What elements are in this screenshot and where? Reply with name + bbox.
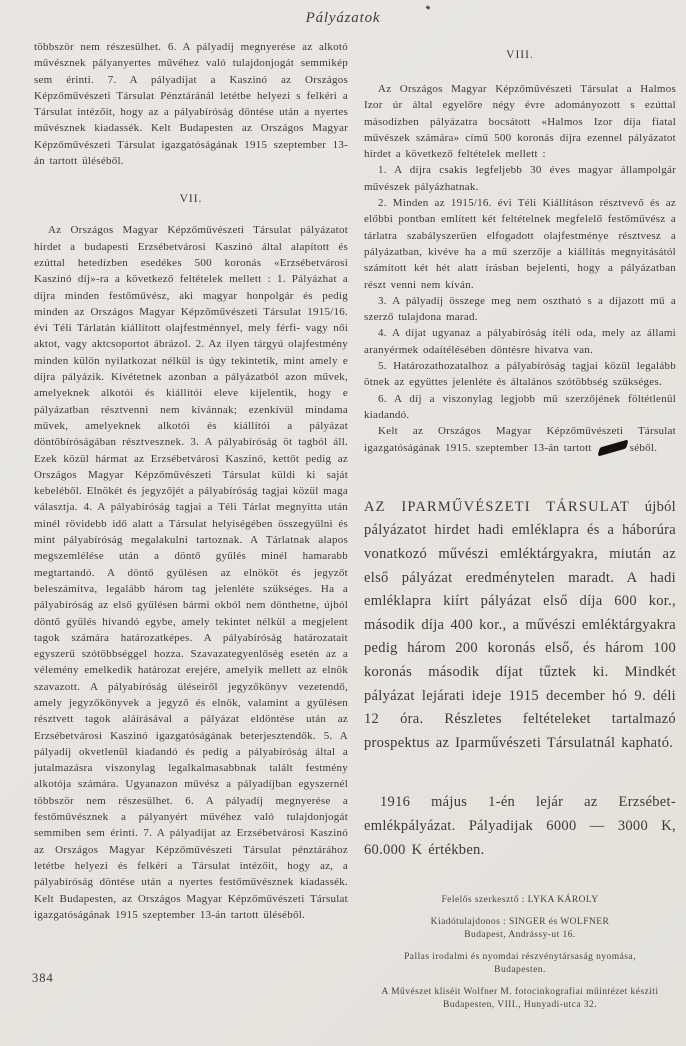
iparmuveszeti-paragraph (364, 496, 676, 756)
colophon (364, 894, 676, 1012)
running-head-title: Pályázatok (305, 10, 381, 26)
closing-text-pre: Kelt az Országos Magyar Képzőművészeti Társulat igazgatóságának 1915. szeptember 13-án tartott (364, 425, 676, 454)
iparmuveszeti-lead: AZ IPARMŰVÉSZETI TÁRSULAT (364, 498, 630, 515)
colophon-cliche-address: Budapesten, VIII., Hunyadi-utca 32. (442, 1000, 598, 1011)
section-viii-heading: VIII. (506, 49, 534, 61)
page-number: 384 (32, 971, 54, 985)
section-viii-item-3: 3. A pályadíj összege meg nem osztható s a díjazott mű a szerző tulajdona marad. (364, 294, 676, 324)
section-vii-heading: VII. (179, 193, 203, 206)
left-column (34, 39, 348, 1012)
ink-blot (597, 439, 628, 456)
closing-text-post: séből. (629, 441, 658, 454)
section-vii-body: Az Országos Magyar Képzőművészeti Társulat pályázatot hirdet a budapesti Erzsébetvárosi Kaszinó által alapított és ezúttal hetedízben esedékes 500 koronás «Erzsébetvárosi Kaszinó díj»-ra a következő feltételek mellett : 1. Pályázhat a díjra minden festőművész, aki magyar honpolgár és pedig minden az Országos Magyar Képzőművészeti Társulat 1915/16. évi Téli Tárlatán kiállított olajfestménnyel, mely férfi- vagy női aktot, vagy aktcsoportot ábrázol. 2. Az ilyen tárgyú olajfestmény minden külön nyilatkozat nélkül is úgy tekintetik, mint amely e díjra pályázik. Kivétetnek azonban a pályázatból azon művek, amelyeknek alkotói és kiállítói eleve kijelentik, hogy e pályázatban résztvenni nem kívánnak; ezenkívül mindama művek, amelyeknek alkotói és kiállítói a pályázat döntőbíróságában résztvesznek. 3. A pályabíróság öt tagból áll. Ezek közül hármat az Erzsébetvárosi Kaszinó, kettőt pedig az Országos Magyar Képzőművészeti Társulat küldi ki saját kebeléből. Elnökét és jegyzőjét a pályabíróság tagjai közül maga választja. 4. A pályabíróság tagjai a Téli Tárlat megnyitta után minél rövidebb idő alatt a Társulat helyiségében összegyűlni és mint pályabíróság megalakulni tartoznak. A Tárlatnak alapos megszemlélése után a döntő gyűlés minél hamarabb megtartandó. A döntő gyűlésen az elnököt és jegyzőt beleszámítva, legalább három tag jelenléte szükséges. Ha a pályabíróság az első gyűlésen bármi okból nem dönthetne, újból döntő gyűlés hívandó egybe, amely tekintet nélkül a megjelent tagok számára határozatképes. A pályabíróság határozatait egyszerű szótöbbséggel hozza. Szavazategyenlőség esetén az a vélemény emelkedik határozat erejére, amelyik mellett az elnök szavazott. A pályabíróság üléseiről jegyzőkönyv vezetendő, amely jegyzőkönyvek a jegyző és elnök, valamint a gyűlésen résztvett tagok aláírásával a pályázat eldöntése után az Erzsébetvárosi Kaszinó igazgatóságának beterjesztendők. 5. A pályadíj okvetlenül kiadandó és pedig a pályabíróság által a jutalmazásra viszonylag legalkalmasabbnak talált festmény alkotója számára. Ugyanazon művész a pályadíjban egyszernél többször nem részesülhet. 6. A pályadíj megnyerése a festőművésznek a pályanyért művéhez való tulajdonjogát semmiben sem érinti. 7. A pályadíjat az Erzsébetvárosi Kaszinó az Országos Magyar Képzőművészeti Társulat pénztárához letétbe helyezi és felkéri a Társulat intézőit, hogy az, a pályabíróság döntése után a nyertes festőművésznek kiadassék. Kelt Budapesten, az Országos Magyar Képzőművészeti Társulat igazgatóságának 1915 szeptember 13-án tartott üléséből. (34, 224, 348, 921)
section-viii-item-1: 1. A díjra csakis legfeljebb 30 éves magyar állampolgár művészek pályázhatnak. (364, 164, 676, 193)
colophon-publisher-address: Budapest, Andrássy-ut 16. (464, 930, 576, 941)
section-viii-item-5: 5. Határozathozatalhoz a pályabíróság tagjai közül legalább ötnek az együttes jelenléte és általános szótöbbség szükséges. (364, 360, 676, 389)
colophon-printer: Pallas irodalmi és nyomdai részvénytársaság nyomása, (404, 952, 636, 963)
section-viii-item-6: 6. A díj a viszonylag legjobb mű szerzőjének föltétlenül kiadandó. (364, 392, 676, 421)
iparmuveszeti-body: újból pályázatot hirdet hadi emléklapra és a háborúra vonatkozó művészi emléktárgyakra, miután az első pályázat eredménytelen maradt. A hadi emléklapra kiírt pályázat első díja 600 kor., második díja 400 kor., a művészi emléktárgyakra pedig három 200 koronás első, és három 100 koronás második díjat tűztek ki. Mindkét pályázat lejárati ideje 1915 december hó 9. déli 12 óra. Részletes feltételeket tartalmazó prospektus az Iparművészeti Társulatnál kapható. (364, 498, 677, 751)
colophon-cliche: A Művészet kliséit Wolfner M. fotocinkografiai műintézet készíti (381, 987, 659, 998)
two-column-layout (0, 27, 686, 1012)
continuation-paragraph: többször nem részesülhet. 6. A pályadíj megnyerése az alkotó művésznek pályanyertes művéhez való tulajdonjogát semmikép sem érinti. 7. A pályadíjat a Kaszinó az Országos Képzőművészeti Társulat Pénztáránál letétbe helyezi s felkéri a Társulat intézőit, hogy az a pályabíróság döntése után a nyertes művésznek kiadassék. Kelt Budapesten az Országos Magyar Képzőművészeti Társulat igazgatóságának 1915 szeptember 13-án tartott üléséből. (34, 41, 348, 168)
colophon-publisher: Kiadótulajdonos : SINGER és WOLFNER (430, 917, 610, 928)
section-viii-closing (364, 423, 676, 456)
colophon-editor: Felelős szerkesztő : LYKA KÁROLY (441, 895, 599, 906)
section-viii-item-4: 4. A díjat ugyanaz a pályabíróság ítéli oda, mely az állami aranyérmek odaítélésében döntésre hivatva van. (364, 327, 676, 356)
section-viii-intro: Az Országos Magyar Képzőművészeti Társulat a Halmos Izor úr által egyelőre négy évre adományozott s ezúttal másodízben pályázatra bocsátott «Halmos Izor díja fiatal művészek számára» című 500 koronás díjra ezennel pályázatot hirdet a következő feltételek mellett : (364, 83, 676, 161)
colophon-printer-city: Budapesten. (494, 965, 546, 976)
erzsebet-note-paragraph: 1916 május 1-én lejár az Erzsébet-emlékpályázat. Pályadijak 6000 — 3000 K, 60.000 K értékben. (364, 794, 676, 858)
right-column (364, 39, 676, 1012)
section-viii-item-2: 2. Minden az 1915/16. évi Téli Kiállításon résztvevő és az előbbi pontban említett két feltételnek megfelelő festőművész a tárlatra szabályszerűen elfogadott olajfestménye résztvesz a pályázatban, kivéve ha a mű szerzője a kiállítás megnyitásától számított két hét alatt írásban bejelenti, hogy a pályázatban részt venni nem kíván. (364, 197, 676, 291)
